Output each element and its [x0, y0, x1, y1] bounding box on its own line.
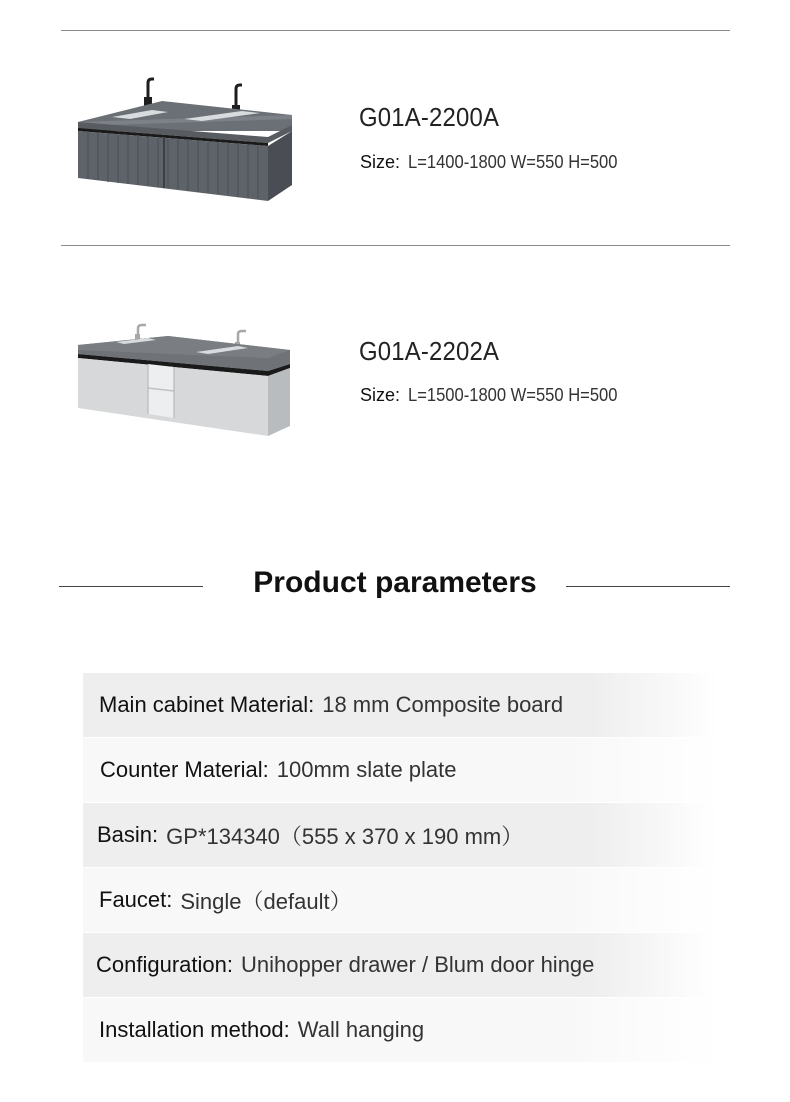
param-row-basin: [83, 803, 717, 867]
divider-middle: [61, 245, 730, 246]
product-model-2: G01A-2202A: [359, 336, 500, 366]
param-value: 100mm slate plate: [276, 757, 457, 782]
section-title: Product parameters: [253, 566, 537, 599]
product-model-1: G01A-2200A: [359, 102, 500, 132]
param-key: Basin:: [97, 822, 159, 847]
param-key: Installation method:: [99, 1017, 290, 1042]
param-value: Unihopper drawer / Blum door hinge: [240, 952, 595, 977]
param-row-faucet: [83, 868, 719, 932]
param-key: Counter Material:: [100, 757, 269, 782]
param-value: GP*134340（555 x 370 x 190 mm）: [166, 823, 524, 849]
size-label: Size:: [360, 385, 401, 405]
param-row-installation: [83, 998, 719, 1062]
param-row-counter: [83, 738, 720, 802]
size-value: L=1400-1800 W=550 H=500: [408, 152, 618, 172]
size-value: L=1500-1800 W=550 H=500: [408, 385, 618, 405]
product-size-2: [360, 385, 636, 406]
param-row-main-cabinet: [83, 673, 719, 737]
param-key: Faucet:: [99, 887, 173, 912]
product-image-g01a-2202a: [72, 320, 302, 440]
product-image-g01a-2200a: [72, 75, 302, 205]
param-value: Single（default）: [180, 888, 352, 914]
size-label: Size:: [360, 152, 401, 172]
param-key: Configuration:: [96, 952, 233, 977]
title-rule-right: [566, 586, 730, 587]
divider-top: [61, 30, 730, 31]
param-row-configuration: [83, 933, 716, 997]
param-value: 18 mm Composite board: [322, 692, 564, 717]
product-size-1: [360, 152, 636, 173]
param-key: Main cabinet Material:: [99, 692, 315, 717]
param-value: Wall hanging: [297, 1017, 425, 1042]
